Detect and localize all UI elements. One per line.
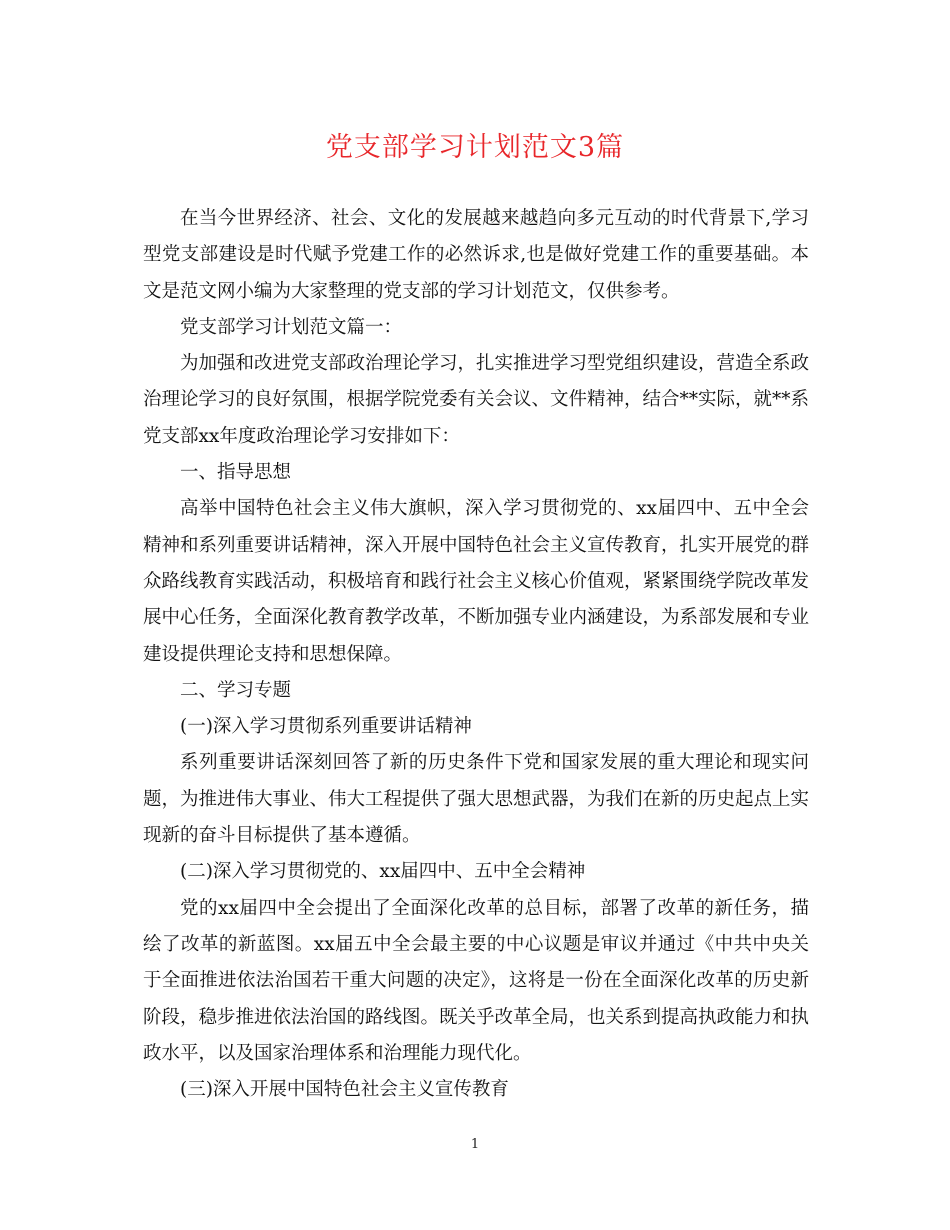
- paragraph: 高举中国特色社会主义伟大旗帜，深入学习贯彻党的、xx届四中、五中全会精神和系列重要讲话精神，深入开展中国特色社会主义宣传教育，扎实开展党的群众路线教育实践活动，积极培育和践行社会主义核心价值观，紧紧围绕学院改革发展中心任务，全面深化教育教学改革，不断加强专业内涵建设，为系部发展和专业建设提供理论支持和思想保障。: [143, 498, 810, 665]
- paragraph-subheading: (一)深入学习贯彻系列重要讲话精神: [180, 716, 472, 738]
- paragraph-subheading: (三)深入开展中国特色社会主义宣传教育: [180, 1079, 509, 1101]
- paragraph: 为加强和改进党支部政治理论学习，扎实推进学习型党组织建设，营造全系政治理论学习的良好氛围，根据学院党委有关会议、文件精神，结合**实际，就**系党支部xx年度政治理论学习安排如下：: [143, 353, 810, 447]
- paragraph: 党的xx届四中全会提出了全面深化改革的总目标，部署了改革的新任务，描绘了改革的新蓝图。xx届五中全会最主要的中心议题是审议并通过《中共中央关于全面推进依法治国若干重大问题的决定》，这将是一份在全面深化改革的历史新阶段，稳步推进依法治国的路线图。既关乎改革全局，也关系到提高执政能力和执政水平，以及国家治理体系和治理能力现代化。: [143, 897, 810, 1064]
- paragraph-heading: 一、指导思想: [180, 462, 292, 484]
- paragraph: 系列重要讲话深刻回答了新的历史条件下党和国家发展的重大理论和现实问题，为推进伟大事业、伟大工程提供了强大思想武器，为我们在新的历史起点上实现新的奋斗目标提供了基本遵循。: [143, 752, 810, 847]
- paragraph-heading: 二、学习专题: [180, 679, 292, 701]
- paragraph-intro: 在当今世界经济、社会、文化的发展越来越趋向多元互动的时代背景下,学习型党支部建设是时代赋予党建工作的必然诉求,也是做好党建工作的重要基础。本文是范文网小编为大家整理的党支部的学习计划范文，仅供参考。: [143, 208, 809, 302]
- paragraph-subheading: (二)深入学习贯彻党的、xx届四中、五中全会精神: [180, 861, 586, 883]
- document-body: [143, 201, 809, 1108]
- paragraph-section-heading: 党支部学习计划范文篇一：: [180, 316, 403, 338]
- document-title: 党支部学习计划范文3篇: [325, 132, 625, 163]
- page-number: 1: [470, 1137, 480, 1152]
